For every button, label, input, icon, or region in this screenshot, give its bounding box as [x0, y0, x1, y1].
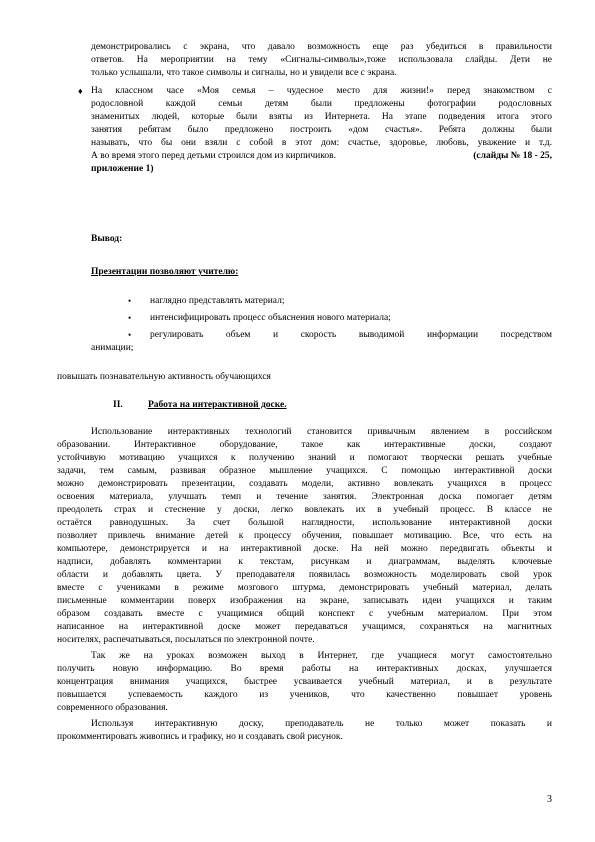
para1-line-13: вместе с учениками в режиме мозгового штурма, демонстрировать учебный материал, делать [57, 583, 552, 593]
para1-line-9: позволяет привлечь внимание детей к процессу обучения, повышает мотивацию. Все, что есть на [57, 531, 552, 541]
para1-line-1: Использование интерактивных технологий становится привычным явлением в российском [91, 427, 552, 437]
para3-line-1: Используя интерактивную доску, преподаватель не только может показать и [91, 719, 552, 729]
intro-line-1: демонстрировались с экрана, что давало возможность еще раз убедиться в правильности [91, 42, 552, 52]
para1-line-2: образовании. Интерактивное оборудование, такое как интерактивные доски, создают [57, 440, 552, 450]
list-item-3-continuation: анимации; [91, 343, 134, 353]
page-number: 3 [547, 794, 552, 805]
para1-line-4: задачи, тем самым, развивая образное мышление учащихся. С помощью интерактивной доски [57, 466, 552, 476]
para1-line-14: письменные комментарии поверх изображения на экране, записывать идеи учащихся и таким [57, 596, 552, 606]
bullet-para-line-1: На классном часе «Моя семья – чудесное место для жизни!» перед знакомством с [91, 86, 552, 96]
para1-line-5: можно демонстрировать презентации, создавать модели, активно вовлекать учащихся в процесс [57, 479, 552, 489]
para2-line-5: современного образования. [57, 703, 168, 713]
para1-line-7: преодолеть страх и стеснение у доски, легко вовлекать их в учебный процесс. В классе не [57, 505, 552, 515]
slides-reference: (слайды № 18 - 25, [473, 151, 552, 161]
list-bullet-3: • [128, 330, 132, 340]
para1-line-17: носителях, распечатываться, посылаться по электронной почте. [57, 635, 315, 645]
para2-line-4: повышается успеваемость каждого из учеников, что качественно повышает уровень [57, 690, 552, 700]
conclusion-label: Вывод: [91, 234, 123, 244]
bullet-para-line-2: родословной каждой семьи детям были предложены фотографии родословных [91, 99, 552, 109]
intro-line-2: ответов. На мероприятии на тему «Сигналы-символы»,тоже использовала слайды. Дети не [91, 55, 552, 65]
bullet-para-line-6 [91, 150, 552, 163]
list-bullet-1: • [128, 296, 132, 306]
list-item-3: регулировать объем и скорость выводимой информации посредством [150, 330, 552, 340]
para2-line-3: концентрация внимания учащихся, быстрее усваивается учебный материал, и в результате [57, 677, 552, 687]
para1-line-12: области и добавлять цвета. У преподавателя появилась возможность моделировать свой урок [57, 570, 552, 580]
para1-line-16: написанное на интерактивной доске может передаваться учащимся, сохраняться на магнитных [57, 622, 552, 632]
para2-line-1: Так же на уроках возможен выход в Интернет, где учащиеся могут самостоятельно [91, 651, 552, 661]
section-title: Работа на интерактивной доске. [148, 400, 287, 410]
list-bullet-2: • [128, 313, 132, 323]
bullet-para-line-5: называть, что бы они взяли с собой в этот дом: счастье, здоровье, любовь, уважение и т.д. [91, 138, 552, 148]
para3-line-2: прокомментировать живопись и графику, но и создавать свой рисунок. [57, 732, 343, 742]
appendix-reference: приложение 1) [91, 164, 154, 174]
presentations-heading: Презентации позволяют учителю: [91, 267, 239, 277]
para1-line-10: компьютере, демонстрируется и на интерактивной доске. На ней можно передвигать объекты и [57, 544, 552, 554]
intro-line-3: только услышали, что такое символы и сигналы, но и увидели все с экрана. [91, 68, 397, 78]
standalone-line: повышать познавательную активность обучающихся [57, 372, 271, 382]
list-item-2: интенсифицировать процесс объяснения нового материала; [150, 313, 391, 323]
bullet-para-line-6-text: А во время этого перед детьми строился дом из кирпичиков. [91, 151, 336, 161]
diamond-bullet-icon: ♦ [78, 86, 83, 96]
section-number: II. [113, 400, 123, 410]
bullet-para-line-4: занятия ребятам было предложено построить «дом счастья». Ребята должны были [91, 125, 552, 135]
para1-line-15: образом создавать вместе с учащимися общий конспект с учебным материалом. При этом [57, 609, 552, 619]
para1-line-11: надписи, добавлять комментарии к текстам, рисункам и диаграммам, выделять ключевые [57, 557, 552, 567]
para1-line-6: освоения материала, улучшать темп и течение занятия. Электронная доска помогает детям [57, 492, 552, 502]
para1-line-3: устойчивую мотивацию учащихся к получению знаний и помогают творчески решать учебные [57, 453, 552, 463]
para1-line-8: остаётся равнодушных. За счет большой наглядности, использование интерактивной доски [57, 518, 552, 528]
para2-line-2: получить новую информацию. Во время работы на интерактивных досках, улучшается [57, 664, 552, 674]
list-item-1: наглядно представлять материал; [150, 296, 285, 306]
bullet-para-line-3: знаменитых людей, которые были взяты из Интернета. На этапе подведения итога этого [91, 112, 552, 122]
